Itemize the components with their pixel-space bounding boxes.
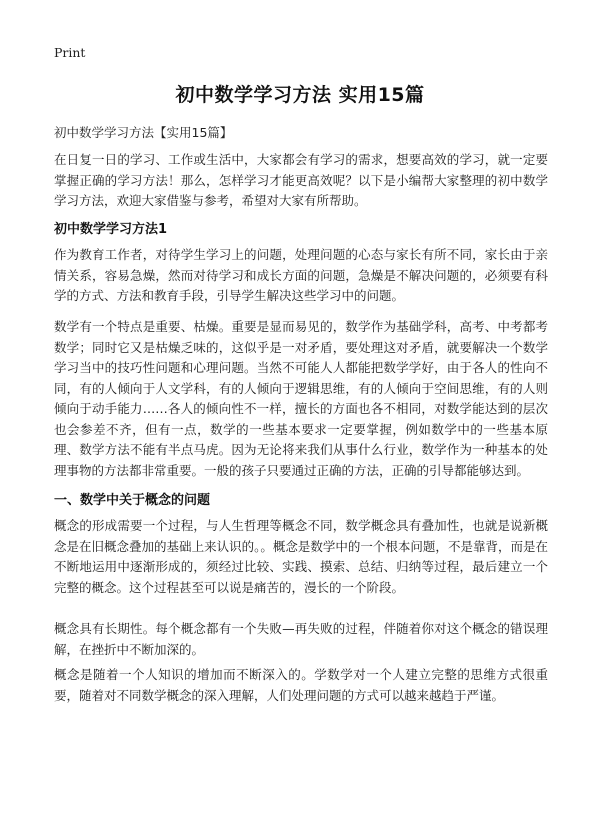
section-heading-2: 一、数学中关于概念的问题 — [54, 493, 211, 508]
section-heading-1: 初中数学学习方法1 — [54, 222, 168, 237]
section2-paragraph-2: 概念具有长期性。每个概念都有一个失败—再失败的过程，伴随着你对这个概念的错误理解，在挫折中不断加深的。 — [54, 621, 548, 657]
section2-paragraph-1: 概念的形成需要一个过程，与人生哲理等概念不同，数学概念具有叠加性，也就是说新概念是在旧概念叠加的基础上来认识的。。概念是数学中的一个根本问题，不是靠背，而是在不断地运用中逐渐形成的，须经过比较、实践、摸索、总结、归纳等过程，最后建立一个完整的概念。这个过程甚至可以说是痛苦的，漫长的一个阶段。 — [54, 518, 548, 595]
section2-paragraph-3: 概念是随着一个人知识的增加而不断深入的。学数学对一个人建立完整的思维方式很重要，随着对不同数学概念的深入理解，人们处理问题的方式可以越来越趋于严谨。 — [54, 667, 548, 703]
section1-paragraph-1: 作为教育工作者，对待学生学习上的问题，处理问题的心态与家长有所不同，家长由于亲情关系，容易急燥，然而对待学习和成长方面的问题，急燥是不解决问题的，必须要有科学的方式、方法和教育手段，引导学生解决这些学习中的问题。 — [54, 247, 548, 303]
page-title: 初中数学学习方法 实用15篇 — [175, 84, 425, 106]
intro-paragraph: 在日复一日的学习、工作或生活中，大家都会有学习的需求，想要高效的学习，就一定要掌握正确的学习方法！那么，怎样学习才能更高效呢？以下是小编帮大家整理的初中数学学习方法，欢迎大家借鉴与参考，希望对大家有所帮助。 — [54, 152, 548, 208]
print-link[interactable]: Print — [54, 45, 86, 60]
page-subtitle: 初中数学学习方法【实用15篇】 — [54, 125, 233, 140]
section1-paragraph-2: 数学有一个特点是重要、枯燥。重要是显而易见的，数学作为基础学科，高考、中考都考数学；同时它又是枯燥乏味的，这似乎是一对矛盾，要处理这对矛盾，就要解决一个数学学习当中的技巧性问题和心理问题。当然不可能人人都能把数学学好，由于各人的性向不同，有的人倾向于人文学科，有的人倾向于逻辑思维，有的人倾向于空间思维，有的人则倾向于动手能力……各人的倾向性不一样，擅长的方面也各不相同，对数学能达到的层次也会参差不齐，但有一点，数学的一些基本要求一定要掌握，例如数学中的一些基本原理、数学方法不能有半点马虎。因为无论将来我们从事什么行业，数学作为一种基本的处理事物的方法都非常重要。一般的孩子只要通过正确的方法，正确的引导都能够达到。 — [54, 319, 548, 478]
